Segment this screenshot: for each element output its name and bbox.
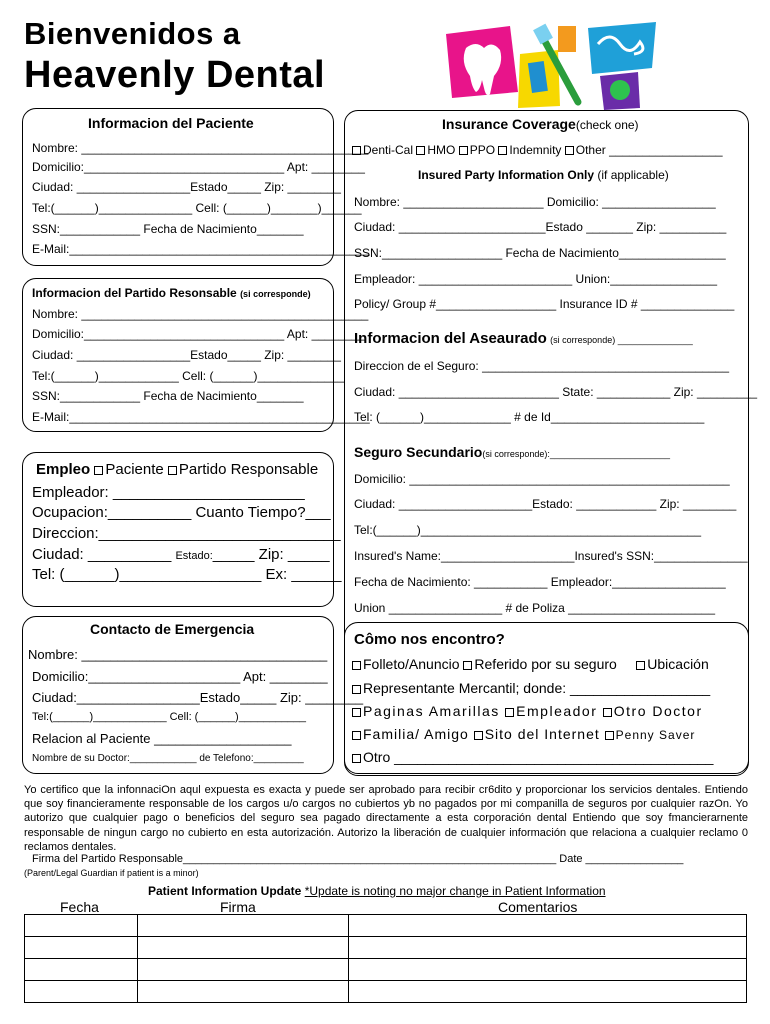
internet-checkbox[interactable]	[474, 731, 483, 740]
insurance-ssn-field[interactable]: SSN:__________________ Fecha de Nacimiento________________	[354, 246, 726, 260]
occupation-field[interactable]: Ocupacion:__________ Cuanto Tiempo?___	[32, 504, 331, 521]
insurer-phone-field[interactable]: Tel: (______)_____________ # de Id_______________________	[354, 410, 705, 424]
employer-address-field[interactable]: Direccion:_____________________________	[32, 525, 341, 542]
update-heading: Patient Information Update *Update is noting no major change in Patient Information	[148, 884, 606, 898]
patient-email-field[interactable]: E-Mail:_____________________________________________	[32, 242, 370, 256]
family-friend-checkbox[interactable]	[352, 731, 361, 740]
referral-row-2[interactable]: Representante Mercantil; donde: __________________	[352, 680, 710, 696]
emergency-city-field[interactable]: Ciudad:_________________Estado_____ Zip: ________	[32, 690, 364, 705]
title-line-2: Heavenly Dental	[24, 54, 326, 96]
insured-name-field[interactable]: Insured's Name:____________________Insured's SSN:______________	[354, 549, 748, 563]
responsible-phone-field[interactable]: Tel:(______)____________ Cell: (______)_____________	[32, 369, 345, 383]
responsible-city-field[interactable]: Ciudad: _________________Estado_____ Zip: ________	[32, 348, 341, 362]
responsible-ssn-field[interactable]: SSN:____________ Fecha de Nacimiento_______	[32, 389, 304, 403]
insurance-employer-field[interactable]: Empleador: _______________________ Union:________________	[354, 272, 717, 286]
emergency-name-field[interactable]: Nombre: __________________________________	[28, 647, 328, 662]
patient-name-field[interactable]: Nombre: ___________________________________________	[32, 141, 369, 155]
table-row	[25, 915, 747, 937]
responsible-name-field[interactable]: Nombre: ___________________________________________	[32, 307, 369, 321]
secondary-insurance-heading: Seguro Secundario(si corresponde):________________________	[354, 444, 671, 460]
employer-referral-checkbox[interactable]	[505, 708, 514, 717]
denti-cal-checkbox[interactable]	[352, 146, 361, 155]
insurer-address-field[interactable]: Direccion de el Seguro: _____________________________________	[354, 359, 729, 373]
union-field[interactable]: Union _________________ # de Poliza ______________________	[354, 601, 716, 615]
emergency-phone-field[interactable]: Tel:(______)____________ Cell: (______)___________	[32, 711, 307, 723]
employer-phone-field[interactable]: Tel: (______)_________________ Ex: ______	[32, 566, 342, 583]
patient-city-field[interactable]: Ciudad: _________________Estado_____ Zip: ________	[32, 180, 341, 194]
ppo-checkbox[interactable]	[459, 146, 468, 155]
title-line-1: Bienvenidos a	[24, 16, 241, 51]
referral-row-1[interactable]: Folleto/Anuncio Referido por su seguro Ubicación	[352, 656, 709, 672]
secondary-city-field[interactable]: Ciudad: ____________________Estado: ____________ Zip: ________	[354, 497, 737, 511]
emergency-heading: Contacto de Emergencia	[90, 621, 255, 637]
hmo-checkbox[interactable]	[416, 146, 425, 155]
yellow-pages-checkbox[interactable]	[352, 708, 361, 717]
policy-group-field[interactable]: Policy/ Group #__________________ Insurance ID # ______________	[354, 297, 735, 311]
employment-heading: Empleo Paciente Partido Responsable	[36, 461, 319, 478]
responsible-party-heading: Informacion del Partido Resonsable (si corresponde)	[32, 286, 311, 300]
other-referral-checkbox[interactable]	[352, 754, 361, 763]
table-row	[25, 937, 747, 959]
insurer-city-field[interactable]: Ciudad: ________________________ State: ___________ Zip: _________	[354, 385, 758, 399]
employer-city-field[interactable]: Ciudad: __________ Estado:_____ Zip: _____	[32, 546, 330, 563]
secondary-phone-field[interactable]: Tel:(______)__________________________________________	[354, 523, 702, 537]
signature-line[interactable]: Firma del Partido Responsable_____________________________________________________________ Date ________________	[32, 853, 684, 865]
table-row	[25, 959, 747, 981]
responsible-email-field[interactable]: E-Mail:_____________________________________________	[32, 410, 370, 424]
emergency-relation-field[interactable]: Relacion al Paciente ___________________	[32, 731, 292, 746]
update-col-comments: Comentarios	[498, 899, 578, 915]
patient-ssn-field[interactable]: SSN:____________ Fecha de Nacimiento_______	[32, 222, 304, 236]
insurance-referral-checkbox[interactable]	[463, 661, 472, 670]
location-checkbox[interactable]	[636, 661, 645, 670]
insured-party-heading: Insured Party Information Only (if applicable)	[418, 168, 669, 182]
floss-icon	[588, 22, 656, 110]
insurance-city-field[interactable]: Ciudad: ______________________Estado _______ Zip: __________	[354, 220, 727, 234]
insurance-type-options[interactable]: Denti-Cal HMO PPO Indemnity Other _________________	[352, 143, 723, 157]
employment-responsible-checkbox[interactable]	[168, 466, 177, 475]
penny-saver-checkbox[interactable]	[605, 731, 614, 740]
doctor-name-field[interactable]: Nombre de su Doctor:____________ de Telefono:_________	[32, 753, 304, 764]
employer-field[interactable]: Empleador: _______________________	[32, 484, 305, 501]
guardian-note: (Parent/Legal Guardian if patient is a minor)	[24, 868, 199, 878]
responsible-address-field[interactable]: Domicilio:______________________________ Apt: ________	[32, 327, 365, 341]
tooth-icon	[446, 26, 518, 98]
other-checkbox[interactable]	[565, 146, 574, 155]
update-table	[24, 914, 747, 1003]
emergency-address-field[interactable]: Domicilio:_____________________ Apt: ________	[32, 669, 328, 684]
referral-row-5[interactable]: Otro _________________________________________	[352, 749, 742, 765]
referral-heading: Cômo nos encontro?	[354, 631, 505, 648]
secondary-dob-field[interactable]: Fecha de Nacimiento: ___________ Empleador:_________________	[354, 575, 726, 589]
insurance-name-field[interactable]: Nombre: _____________________ Domicilio: _________________	[354, 195, 716, 209]
representative-checkbox[interactable]	[352, 685, 361, 694]
patient-phone-field[interactable]: Tel:(______)______________ Cell: (______)_______)______	[32, 201, 362, 215]
update-col-date: Fecha	[60, 899, 99, 915]
indemnity-checkbox[interactable]	[498, 146, 507, 155]
other-doctor-checkbox[interactable]	[603, 708, 612, 717]
insurance-heading: Insurance Coverage(check one)	[442, 116, 639, 132]
dental-logo	[438, 18, 660, 110]
referral-row-4[interactable]: Familia/ Amigo Sito del Internet Penny Saver	[352, 726, 695, 742]
employment-patient-checkbox[interactable]	[94, 466, 103, 475]
update-col-signature: Firma	[220, 899, 256, 915]
brochure-checkbox[interactable]	[352, 661, 361, 670]
consent-paragraph: Yo certifico que la infonnaciOn aqul expuesta es exacta y puede ser aprobado para recibir cr6dito y proporcionar los servicios dentales. Entiendo que soy financieramente responsable de los cargos u/o cargos no cubiertos yb no pagados por mi companilla de seguros por cualquier razOn. Yo autorizo que cualquier pago o beneficios del seguro sea pagado directamente a esta corporación dental Entiendo que soy fmancierarnente responsable de ningun cargo no cubierto en esta autorización. Autorizo la liberación de cualquier información que relaciona a cualquier reclamo 0 reclamos dentales.	[24, 784, 748, 853]
insured-info-heading: Informacion del Aseaurado (si corresponde) _______________	[354, 330, 693, 347]
table-row	[25, 981, 747, 1003]
secondary-address-field[interactable]: Domicilio: ________________________________________________	[354, 472, 730, 486]
patient-info-heading: Informacion del Paciente	[88, 115, 254, 131]
referral-row-3[interactable]: Paginas Amarillas Empleador Otro Doctor	[352, 703, 703, 719]
patient-address-field[interactable]: Domicilio:______________________________ Apt: ________	[32, 160, 365, 174]
